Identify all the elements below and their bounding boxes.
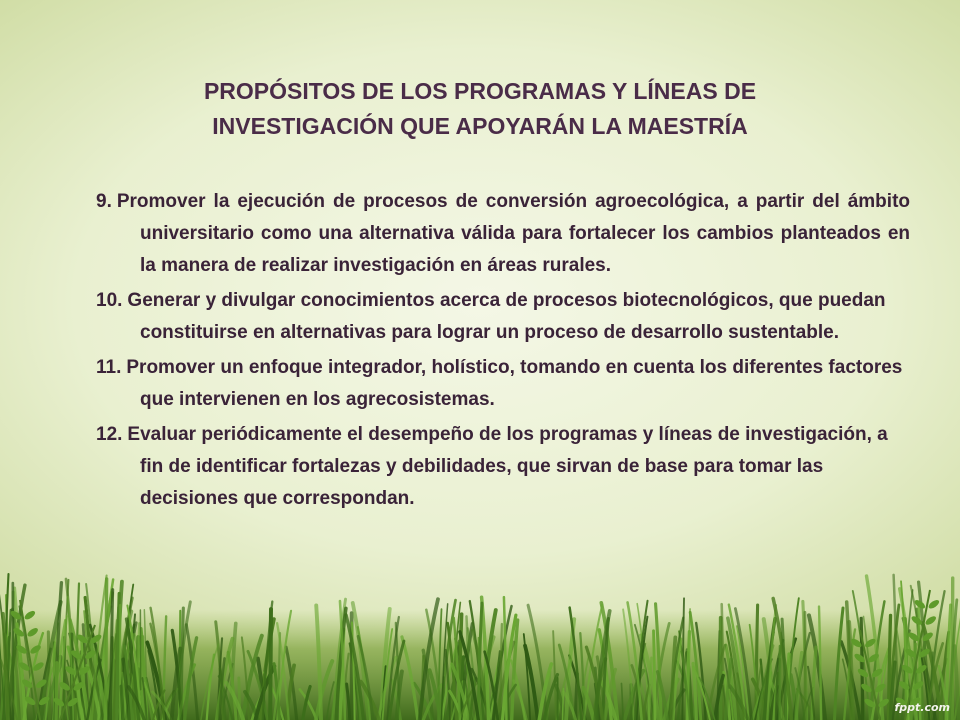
item-number: 9.: [96, 191, 112, 212]
item-number: 12.: [96, 424, 123, 445]
title-line-1: PROPÓSITOS DE LOS PROGRAMAS Y LÍNEAS DE: [203, 78, 757, 104]
slide-title: [120, 74, 840, 144]
item-number: 10.: [96, 290, 123, 311]
list-item: [96, 186, 910, 282]
list-item: [96, 285, 910, 349]
list-item: [96, 419, 910, 515]
item-number: 11.: [96, 357, 122, 378]
item-text: Promover un enfoque integrador, holístico, tomando en cuenta los diferentes factores que intervienen en los agrecosistemas.: [126, 357, 903, 410]
title-line-2: INVESTIGACIÓN QUE APOYARÁN LA MAESTRÍA: [212, 113, 748, 139]
watermark: fppt.com: [894, 701, 950, 714]
item-text: Evaluar periódicamente el desempeño de los programas y líneas de investigación, a fin de identificar fortalezas y debilidades, que sirvan de base para tomar las decisiones que correspondan.: [127, 424, 888, 509]
purpose-list: [96, 186, 910, 518]
item-text: Promover la ejecución de procesos de conversión agroecológica, a partir del ámbito universitario como una alternativa válida para fortalecer los cambios planteados en la manera de realizar investigación en áreas rurales.: [116, 191, 910, 276]
item-text: Generar y divulgar conocimientos acerca de procesos biotecnológicos, que puedan constituirse en alternativas para lograr un proceso de desarrollo sustentable.: [127, 290, 886, 343]
list-item: [96, 352, 910, 416]
